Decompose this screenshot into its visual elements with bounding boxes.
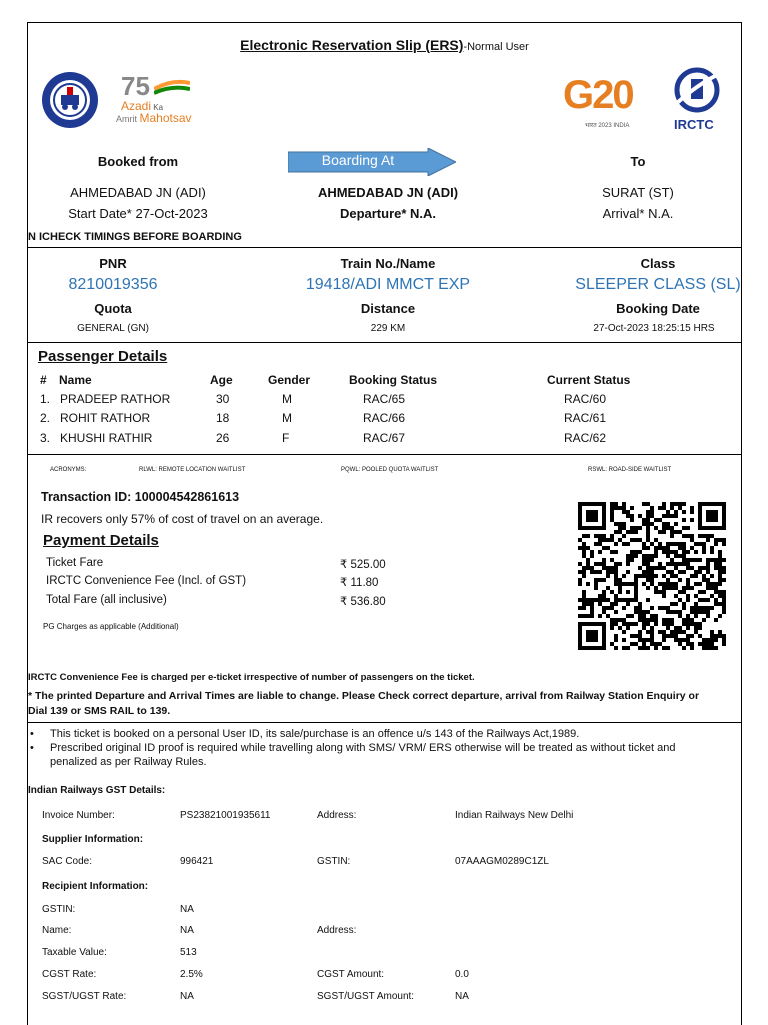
sgst-amount: NA bbox=[455, 991, 469, 1002]
boarding-at-arrow bbox=[288, 148, 456, 176]
ticket-fare-label: Ticket Fare bbox=[46, 557, 104, 569]
departure-time: Departure* N.A. bbox=[339, 206, 437, 221]
train-label: Train No./Name bbox=[340, 256, 436, 271]
bullet-marker: • bbox=[30, 742, 34, 754]
flag-swoosh-icon bbox=[154, 79, 190, 95]
payment-details-title: Payment Details bbox=[43, 532, 159, 549]
quota-label: Quota bbox=[94, 301, 132, 316]
page-title bbox=[28, 37, 741, 53]
start-date: Start Date* 27-Oct-2023 bbox=[68, 206, 208, 221]
recipient-name: NA bbox=[180, 925, 194, 936]
emblem-icon bbox=[41, 71, 99, 129]
booked-from-label: Booked from bbox=[97, 154, 179, 169]
transaction-id: Transaction ID: 100004542861613 bbox=[41, 490, 240, 504]
bullet-marker: • bbox=[30, 728, 34, 740]
distance-label: Distance bbox=[360, 301, 416, 316]
pg-charges-note: PG Charges as applicable (Additional) bbox=[43, 622, 179, 631]
qr-code-icon bbox=[578, 500, 726, 652]
divider bbox=[28, 247, 741, 248]
convenience-fee-note: IRCTC Convenience Fee is charged per e-ticket irrespective of number of passengers on the ticket. bbox=[28, 672, 475, 683]
acronym-rlwl: RLWL: REMOTE LOCATION WAITLIST bbox=[139, 467, 246, 473]
qr-code bbox=[578, 500, 726, 652]
sgst-rate: NA bbox=[180, 991, 194, 1002]
ers-title: Electronic Reservation Slip (ERS) bbox=[240, 37, 464, 53]
from-station: AHMEDABAD JN (ADI) bbox=[70, 185, 206, 200]
recipient-info-title: Recipient Information: bbox=[42, 881, 149, 892]
ers-page: Electronic Reservation Slip (ERS)-Normal User 75 Azadi Ka Amrit Mahotsav G20 भारत 2023 INDIA IRCTC Booked from Boarding At To AHMEDABAD JN (ADI) AHMEDABAD JN (ADI) SURAT (ST) Start Date* 27-Oct-2023 Departure* N.A. Arrival* N.A. N ICHECK TIMINGS BEFORE BOARDING PNR Train No./Name Class 8210019356 19418/ADI MMCT EXP SLEEPER CLASS (SL) Quota Distance Booking Date GENERAL (GN) 229 KM 27-Oct-2023 18:25:15 HRS Passenger Details # Name Age Gender Booking Status Current Status 1. PRADEEP RATHOR 30 M RAC/65 RAC/60 2. ROHIT RATHOR 18 M RAC/66 RAC/61 3. KHUSHI RATHIR 26 F RAC/67 RAC/62 ACRONYMS: RLWL: REMOTE LOCATION WAITLIST PQWL: POOLED QUOTA WAITLIST RSWL: ROAD-SIDE WAITLIST Transaction ID: 100004542861613 IR recovers only 57% of cost of travel on an average. Payment Details Ticket Fare ₹ 525.00 IRCTC Convenience Fee (Incl. of GST) ₹ 11.80 Total Fare (all inclusive) ₹ 536.80 PG Charges as applicable (Additional) IRCTC Convenience Fee is charged per e-ticket irrespective of number of passengers on the ticket. * The printed Departure and Arrival Times are liable to change. Please Check correct departure, arrival from Railway Station Enquiry or Dial 139 or SMS RAIL to 139. • This ticket is booked on a personal User ID, its sale/purchase is an offence u/s 143 of the Railways Act,1989. • Prescribed original ID proof is required while travelling along with SMS/ VRM/ ERS otherwise will be treated as without ticket and penalized as per Railway Rules. Indian Railways GST Details: Invoice Number: PS23821001935611 Address: Indian Railways New Delhi Supplier Information: SAC Code: 996421 GSTIN: 07AAAGM0289C1ZL Recipient Information: GSTIN: NA Name: NA Address: Taxable Value: 513 CGST Rate: 2.5% CGST Amount: 0.0 SGST/UGST Rate: NA SGST/UGST Amount: NA bbox=[27, 22, 742, 1025]
class-label: Class bbox=[640, 256, 676, 271]
boarding-at-label: Boarding At bbox=[321, 152, 395, 168]
printed-times-note-2: Dial 139 or SMS RAIL to 139. bbox=[28, 705, 171, 717]
acronym-rswl: RSWL: ROAD-SIDE WAITLIST bbox=[588, 467, 672, 473]
divider bbox=[28, 342, 741, 343]
class-value: SLEEPER CLASS (SL) bbox=[575, 276, 741, 293]
irctc-logo: IRCTC bbox=[664, 65, 730, 135]
id-proof-note-2: penalized as per Railway Rules. bbox=[50, 756, 207, 768]
acronym-pqwl: PQWL: POOLED QUOTA WAITLIST bbox=[341, 467, 439, 473]
table-row: 1. bbox=[40, 392, 51, 406]
distance-value: 229 KM bbox=[370, 323, 406, 334]
to-station: SURAT (ST) bbox=[602, 185, 674, 200]
acronyms-label: ACRONYMS: bbox=[50, 467, 87, 473]
taxable-value: 513 bbox=[180, 947, 197, 958]
personal-id-note: This ticket is booked on a personal User ID, its sale/purchase is an offence u/s 143 of the Railways Act,1989. bbox=[50, 728, 580, 740]
supplier-gstin: 07AAAGM0289C1ZL bbox=[455, 856, 549, 867]
train-value: 19418/ADI MMCT EXP bbox=[305, 276, 471, 293]
recover-note: IR recovers only 57% of cost of travel on an average. bbox=[41, 512, 324, 526]
divider bbox=[28, 454, 741, 455]
booking-date-label: Booking Date bbox=[616, 301, 700, 316]
check-timings-note: N ICHECK TIMINGS BEFORE BOARDING bbox=[28, 231, 242, 243]
ers-title-suffix: -Normal User bbox=[463, 41, 529, 53]
cgst-amount: 0.0 bbox=[455, 969, 469, 980]
sac-code: 996421 bbox=[180, 856, 214, 867]
recipient-gstin: NA bbox=[180, 904, 194, 915]
supplier-address: Indian Railways New Delhi bbox=[455, 810, 574, 821]
invoice-number: PS23821001935611 bbox=[180, 810, 271, 821]
to-label: To bbox=[630, 154, 646, 169]
pnr-label: PNR bbox=[99, 256, 127, 271]
total-fare-value: ₹ 536.80 bbox=[340, 596, 386, 608]
divider bbox=[28, 722, 741, 723]
irctc-icon bbox=[672, 65, 722, 115]
total-fare-label: Total Fare (all inclusive) bbox=[46, 594, 167, 606]
quota-value: GENERAL (GN) bbox=[77, 323, 149, 334]
convenience-fee-value: ₹ 11.80 bbox=[340, 577, 379, 589]
arrival-time: Arrival* N.A. bbox=[602, 206, 674, 221]
cgst-rate: 2.5% bbox=[180, 969, 203, 980]
supplier-info-title: Supplier Information: bbox=[42, 834, 144, 845]
boarding-station: AHMEDABAD JN (ADI) bbox=[317, 185, 459, 200]
convenience-fee-label: IRCTC Convenience Fee (Incl. of GST) bbox=[46, 575, 247, 587]
gst-details-title: Indian Railways GST Details: bbox=[28, 785, 166, 796]
passenger-details-title: Passenger Details bbox=[38, 348, 168, 365]
id-proof-note: Prescribed original ID proof is required while travelling along with SMS/ VRM/ ERS otherwise will be treated as without ticket and bbox=[50, 742, 676, 754]
table-row: 3. bbox=[40, 431, 51, 445]
azadi-ka-amrit-mahotsav-logo: 75 Azadi Ka Amrit Mahotsav bbox=[116, 71, 192, 125]
indian-railways-emblem bbox=[41, 71, 99, 129]
pnr-value: 8210019356 bbox=[68, 276, 158, 293]
ticket-fare-value: ₹ 525.00 bbox=[340, 559, 386, 571]
g20-logo: G20 भारत 2023 INDIA bbox=[563, 73, 633, 129]
booking-date-value: 27-Oct-2023 18:25:15 HRS bbox=[593, 323, 715, 334]
table-row: 2. bbox=[40, 411, 51, 425]
printed-times-note: * The printed Departure and Arrival Times are liable to change. Please Check correct departure, arrival from Railway Station Enquiry or bbox=[28, 690, 700, 702]
